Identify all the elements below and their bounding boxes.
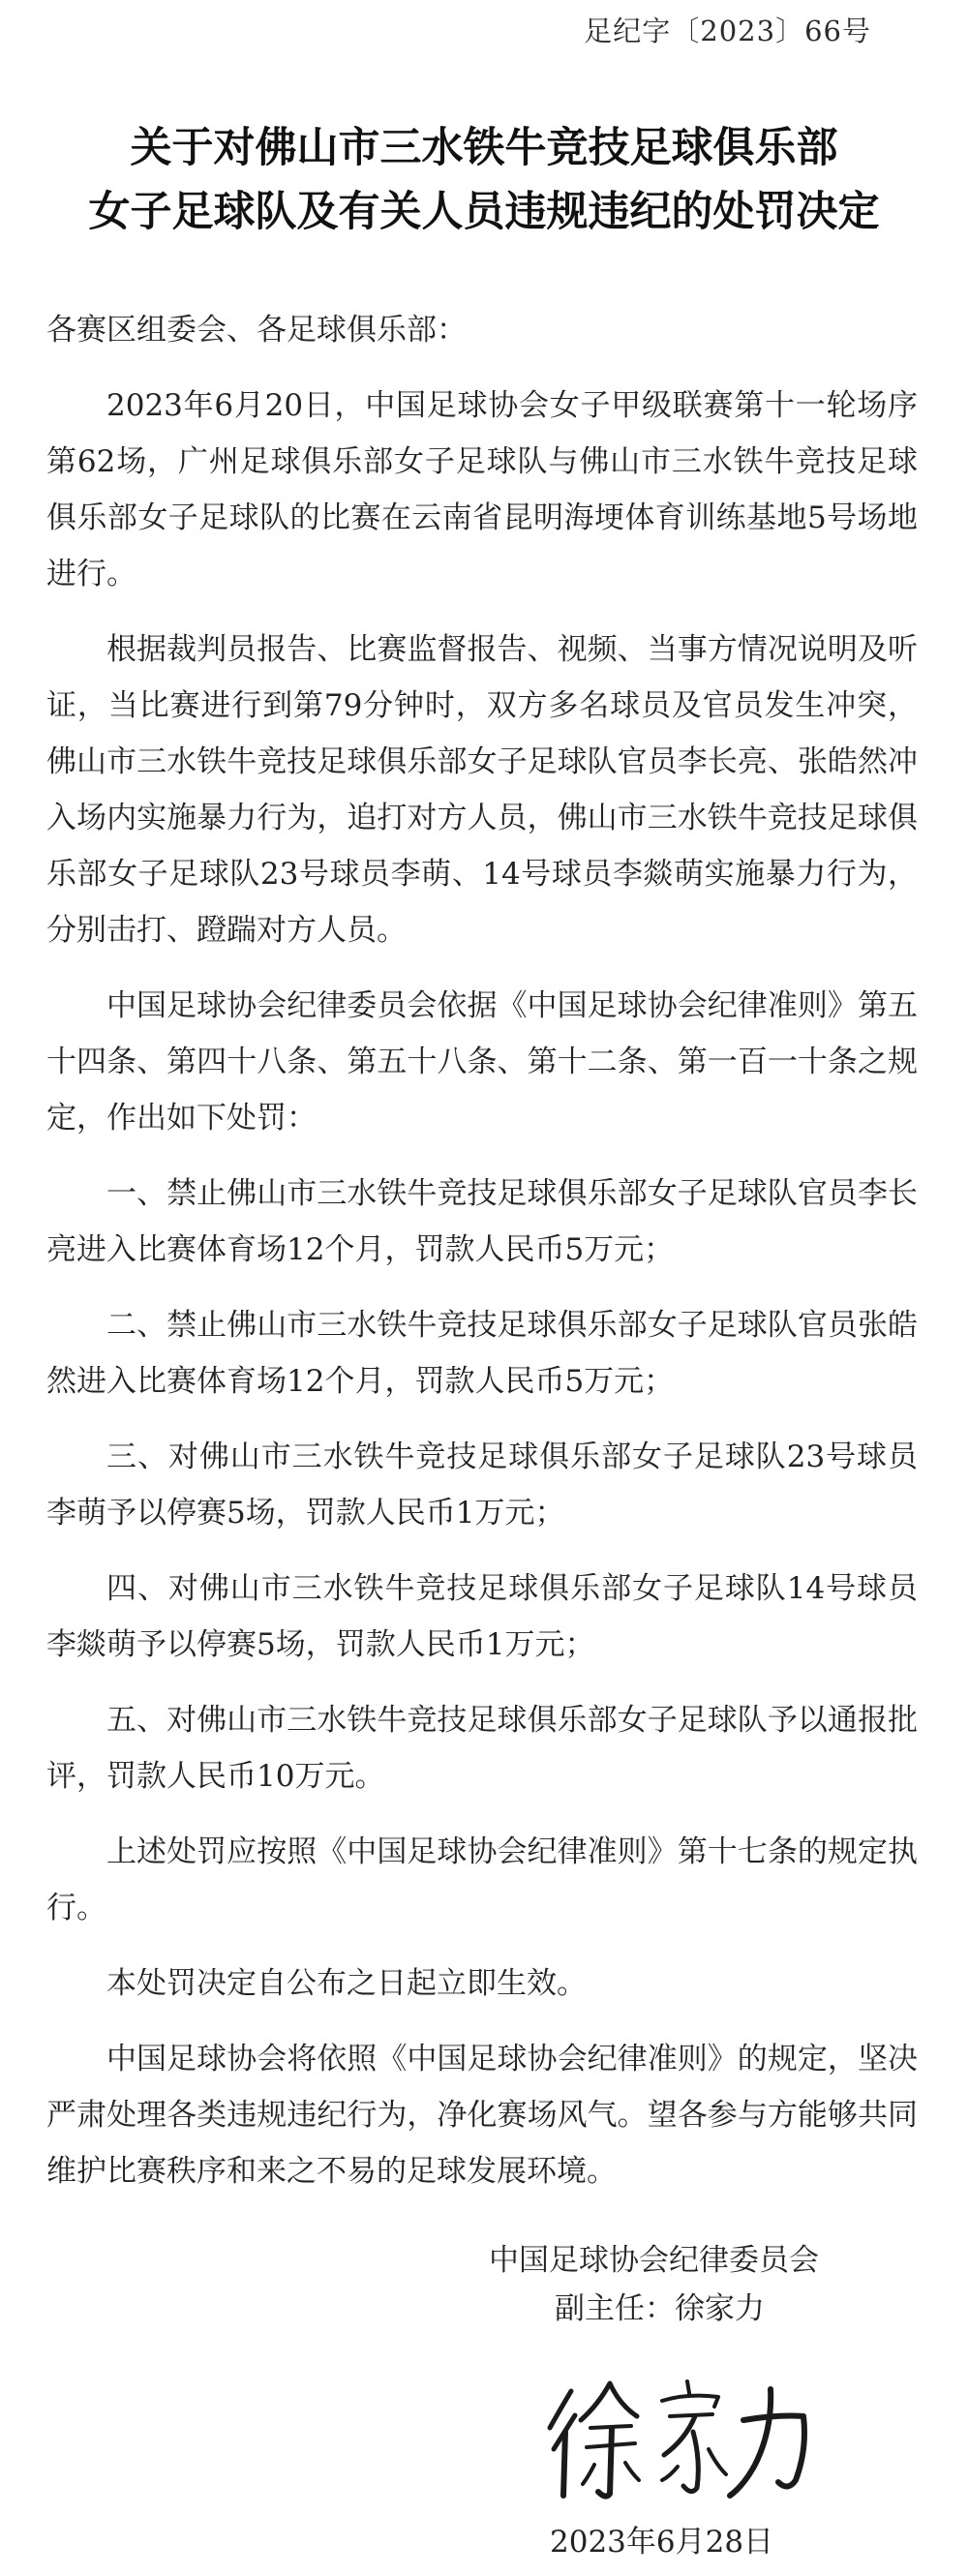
paragraph-execution: 上述处罚应按照《中国足球协会纪律准则》第十七条的规定执行。 [46, 1834, 918, 1925]
penalty-item-2: 二、禁止佛山市三水铁牛竞技足球俱乐部女子足球队官员张皓然进入比赛体育场12个月，罚款人民币5万元； [46, 1308, 918, 1399]
title-line-2: 女子足球队及有关人员违规违纪的处罚决定 [88, 188, 880, 236]
paragraph-incident: 2023年6月20日，中国足球协会女子甲级联赛第十一轮场序第62场，广州足球俱乐部女子足球队与佛山市三水铁牛竞技足球俱乐部女子足球队的比赛在云南省昆明海埂体育训练基地5号场地进行。 [46, 388, 918, 591]
title-line-1: 关于对佛山市三水铁牛竞技足球俱乐部 [130, 124, 838, 172]
penalty-item-5: 五、对佛山市三水铁牛竞技足球俱乐部女子足球队予以通报批评，罚款人民币10万元。 [46, 1703, 918, 1794]
salutation: 各赛区组委会、各足球俱乐部： [46, 313, 467, 348]
paragraph-legal-basis: 中国足球协会纪律委员会依据《中国足球协会纪律准则》第五十四条、第四十八条、第五十八条、第十二条、第一百一十条之规定，作出如下处罚： [46, 988, 918, 1136]
signing-official: 副主任：徐家力 [555, 2291, 765, 2326]
penalty-item-3: 三、对佛山市三水铁牛竞技足球俱乐部女子足球队23号球员李萌予以停赛5场，罚款人民币1万元； [46, 1440, 918, 1530]
document-number: 足纪字〔2023〕66号 [584, 15, 871, 47]
paragraph-effective: 本处罚决定自公布之日起立即生效。 [106, 1966, 587, 2001]
penalty-item-4: 四、对佛山市三水铁牛竞技足球俱乐部女子足球队14号球员李燚萌予以停赛5场，罚款人民币1万元； [46, 1571, 918, 1662]
signing-date: 2023年6月28日 [550, 2525, 774, 2560]
penalty-item-1: 一、禁止佛山市三水铁牛竞技足球俱乐部女子足球队官员李长亮进入比赛体育场12个月，罚款人民币5万元； [46, 1176, 918, 1267]
handwritten-signature [542, 2372, 832, 2507]
document-title [0, 116, 968, 244]
paragraph-closing: 中国足球协会将依照《中国足球协会纪律准则》的规定，坚决严肃处理各类违规违纪行为，净化赛场风气。望各参与方能够共同维护比赛秩序和来之不易的足球发展环境。 [46, 2042, 918, 2189]
paragraph-findings: 根据裁判员报告、比赛监督报告、视频、当事方情况说明及听证，当比赛进行到第79分钟时，双方多名球员及官员发生冲突，佛山市三水铁牛竞技足球俱乐部女子足球队官员李长亮、张皓然冲入场内实施暴力行为，追打对方人员，佛山市三水铁牛竞技足球俱乐部女子足球队23号球员李萌、14号球员李燚萌实施暴力行为，分别击打、蹬踹对方人员。 [46, 632, 918, 948]
signing-organization: 中国足球协会纪律委员会 [489, 2243, 819, 2278]
document-body [46, 302, 918, 2219]
signature-block [489, 2236, 895, 2333]
